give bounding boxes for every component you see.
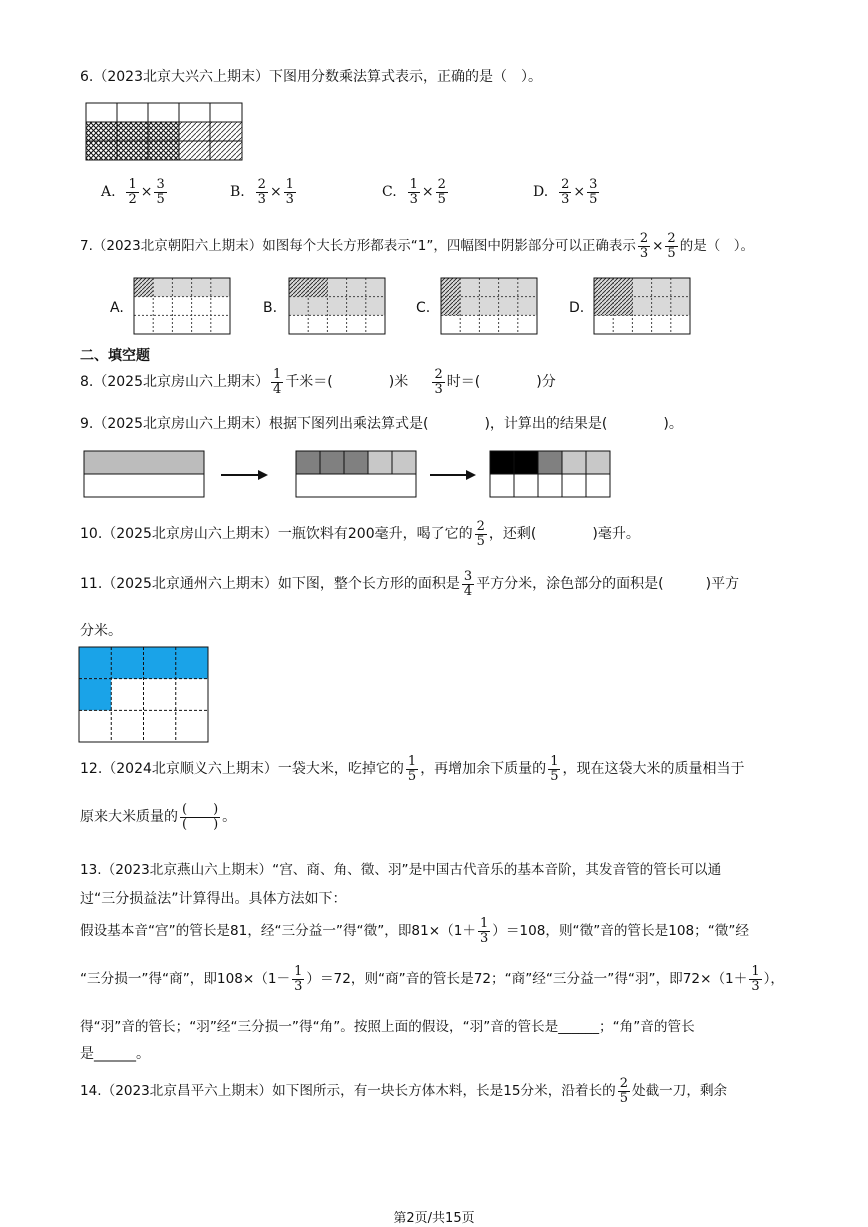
q7-figure-b	[289, 278, 385, 335]
q7-figure-a	[134, 278, 230, 335]
q14-stem: 14.（2023北京昌平六上期末）如下图所示，有一块长方体木料，长是15分米，沿着长的 $\frac{2}{5}$ 处截一刀，剩余	[80, 1076, 728, 1106]
q6-option-d[interactable]: D. $\frac{2}{3}$ × $\frac{3}{5}$	[533, 177, 598, 207]
q6-option-a[interactable]: A. $\frac{1}{2}$ × $\frac{3}{5}$	[101, 177, 165, 207]
q6-option-b[interactable]: B. $\frac{2}{3}$ × $\frac{1}{3}$	[230, 177, 294, 207]
q7-label-c[interactable]: C.	[416, 300, 431, 316]
q6-figure	[86, 103, 242, 161]
q9-figure	[84, 450, 614, 500]
q13-line5: 得“羽”音的管长；“羽”经“三分损一”得“角”。按照上面的假设，“羽”音的管长是______；“角”音的管长	[80, 1019, 695, 1035]
q12-stem: 12.（2024北京顺义六上期末）一袋大米，吃掉它的 $\frac{1}{5}$ ，再增加余下质量的 $\frac{1}{5}$ ，现在这袋大米的质量相当于	[80, 754, 745, 784]
q6-option-c[interactable]: C. $\frac{1}{3}$ × $\frac{2}{5}$	[382, 177, 446, 207]
q10-stem: 10.（2025北京房山六上期末）一瓶饮料有200毫升，喝了它的 $\frac{2}{5}$ ，还剩( )毫升。	[80, 519, 640, 549]
q11-stem-cont: 分米。	[80, 623, 122, 639]
q7-figure-c	[441, 278, 537, 335]
q7-figure-d	[594, 278, 690, 335]
q11-figure	[79, 647, 209, 743]
q6-stem: 6.（2023北京大兴六上期末）下图用分数乘法算式表示，正确的是（ ）。	[80, 69, 542, 85]
q13-line6: 是______。	[80, 1046, 150, 1062]
q13-line4: “三分损一”得“商”，即108×（1－ $\frac{1}{3}$ ）＝72，则“商”音的管长是72；“商”经“三分益一”得“羽”，即72×（1＋ $\frac{1}{3}$ ），	[80, 964, 784, 994]
q9-stem: 9.（2025北京房山六上期末）根据下图列出乘法算式是( )，计算出的结果是( )。	[80, 416, 683, 432]
section-title-fill-in: 二、填空题	[80, 348, 150, 364]
page-footer: 第2页/共15页	[393, 1211, 475, 1226]
q11-stem: 11.（2025北京通州六上期末）如下图，整个长方形的面积是 $\frac{3}{4}$ 平方分米，涂色部分的面积是( )平方	[80, 569, 740, 599]
q13-line1: 13.（2023北京燕山六上期末）“宫、商、角、徵、羽”是中国古代音乐的基本音阶，其发音管的管长可以通	[80, 862, 722, 878]
q7-label-a[interactable]: A.	[110, 300, 124, 316]
q7-stem: 7.（2023北京朝阳六上期末）如图每个大长方形都表示“1”，四幅图中阴影部分可以正确表示 $\frac{2}{3}$ × $\frac{2}{5}$ 的是（ ）。	[80, 231, 754, 261]
q13-line2: 过“三分损益法”计算得出。具体方法如下：	[80, 891, 347, 907]
q8-stem: 8.（2025北京房山六上期末） $\frac{1}{4}$ 千米＝( )米 $\frac{2}{3}$ 时＝( )分	[80, 367, 556, 397]
q12-stem-cont: 原来大米质量的 $\frac{( )}{( )}$ 。	[80, 802, 237, 832]
q7-label-d[interactable]: D.	[569, 300, 585, 316]
q13-line3: 假设基本音“宫”的管长是81，经“三分益一”得“徵”，即81×（1＋ $\frac{1}{3}$ ）＝108，则“徵”音的管长是108；“徵”经	[80, 916, 750, 946]
q7-label-b[interactable]: B.	[263, 300, 278, 316]
